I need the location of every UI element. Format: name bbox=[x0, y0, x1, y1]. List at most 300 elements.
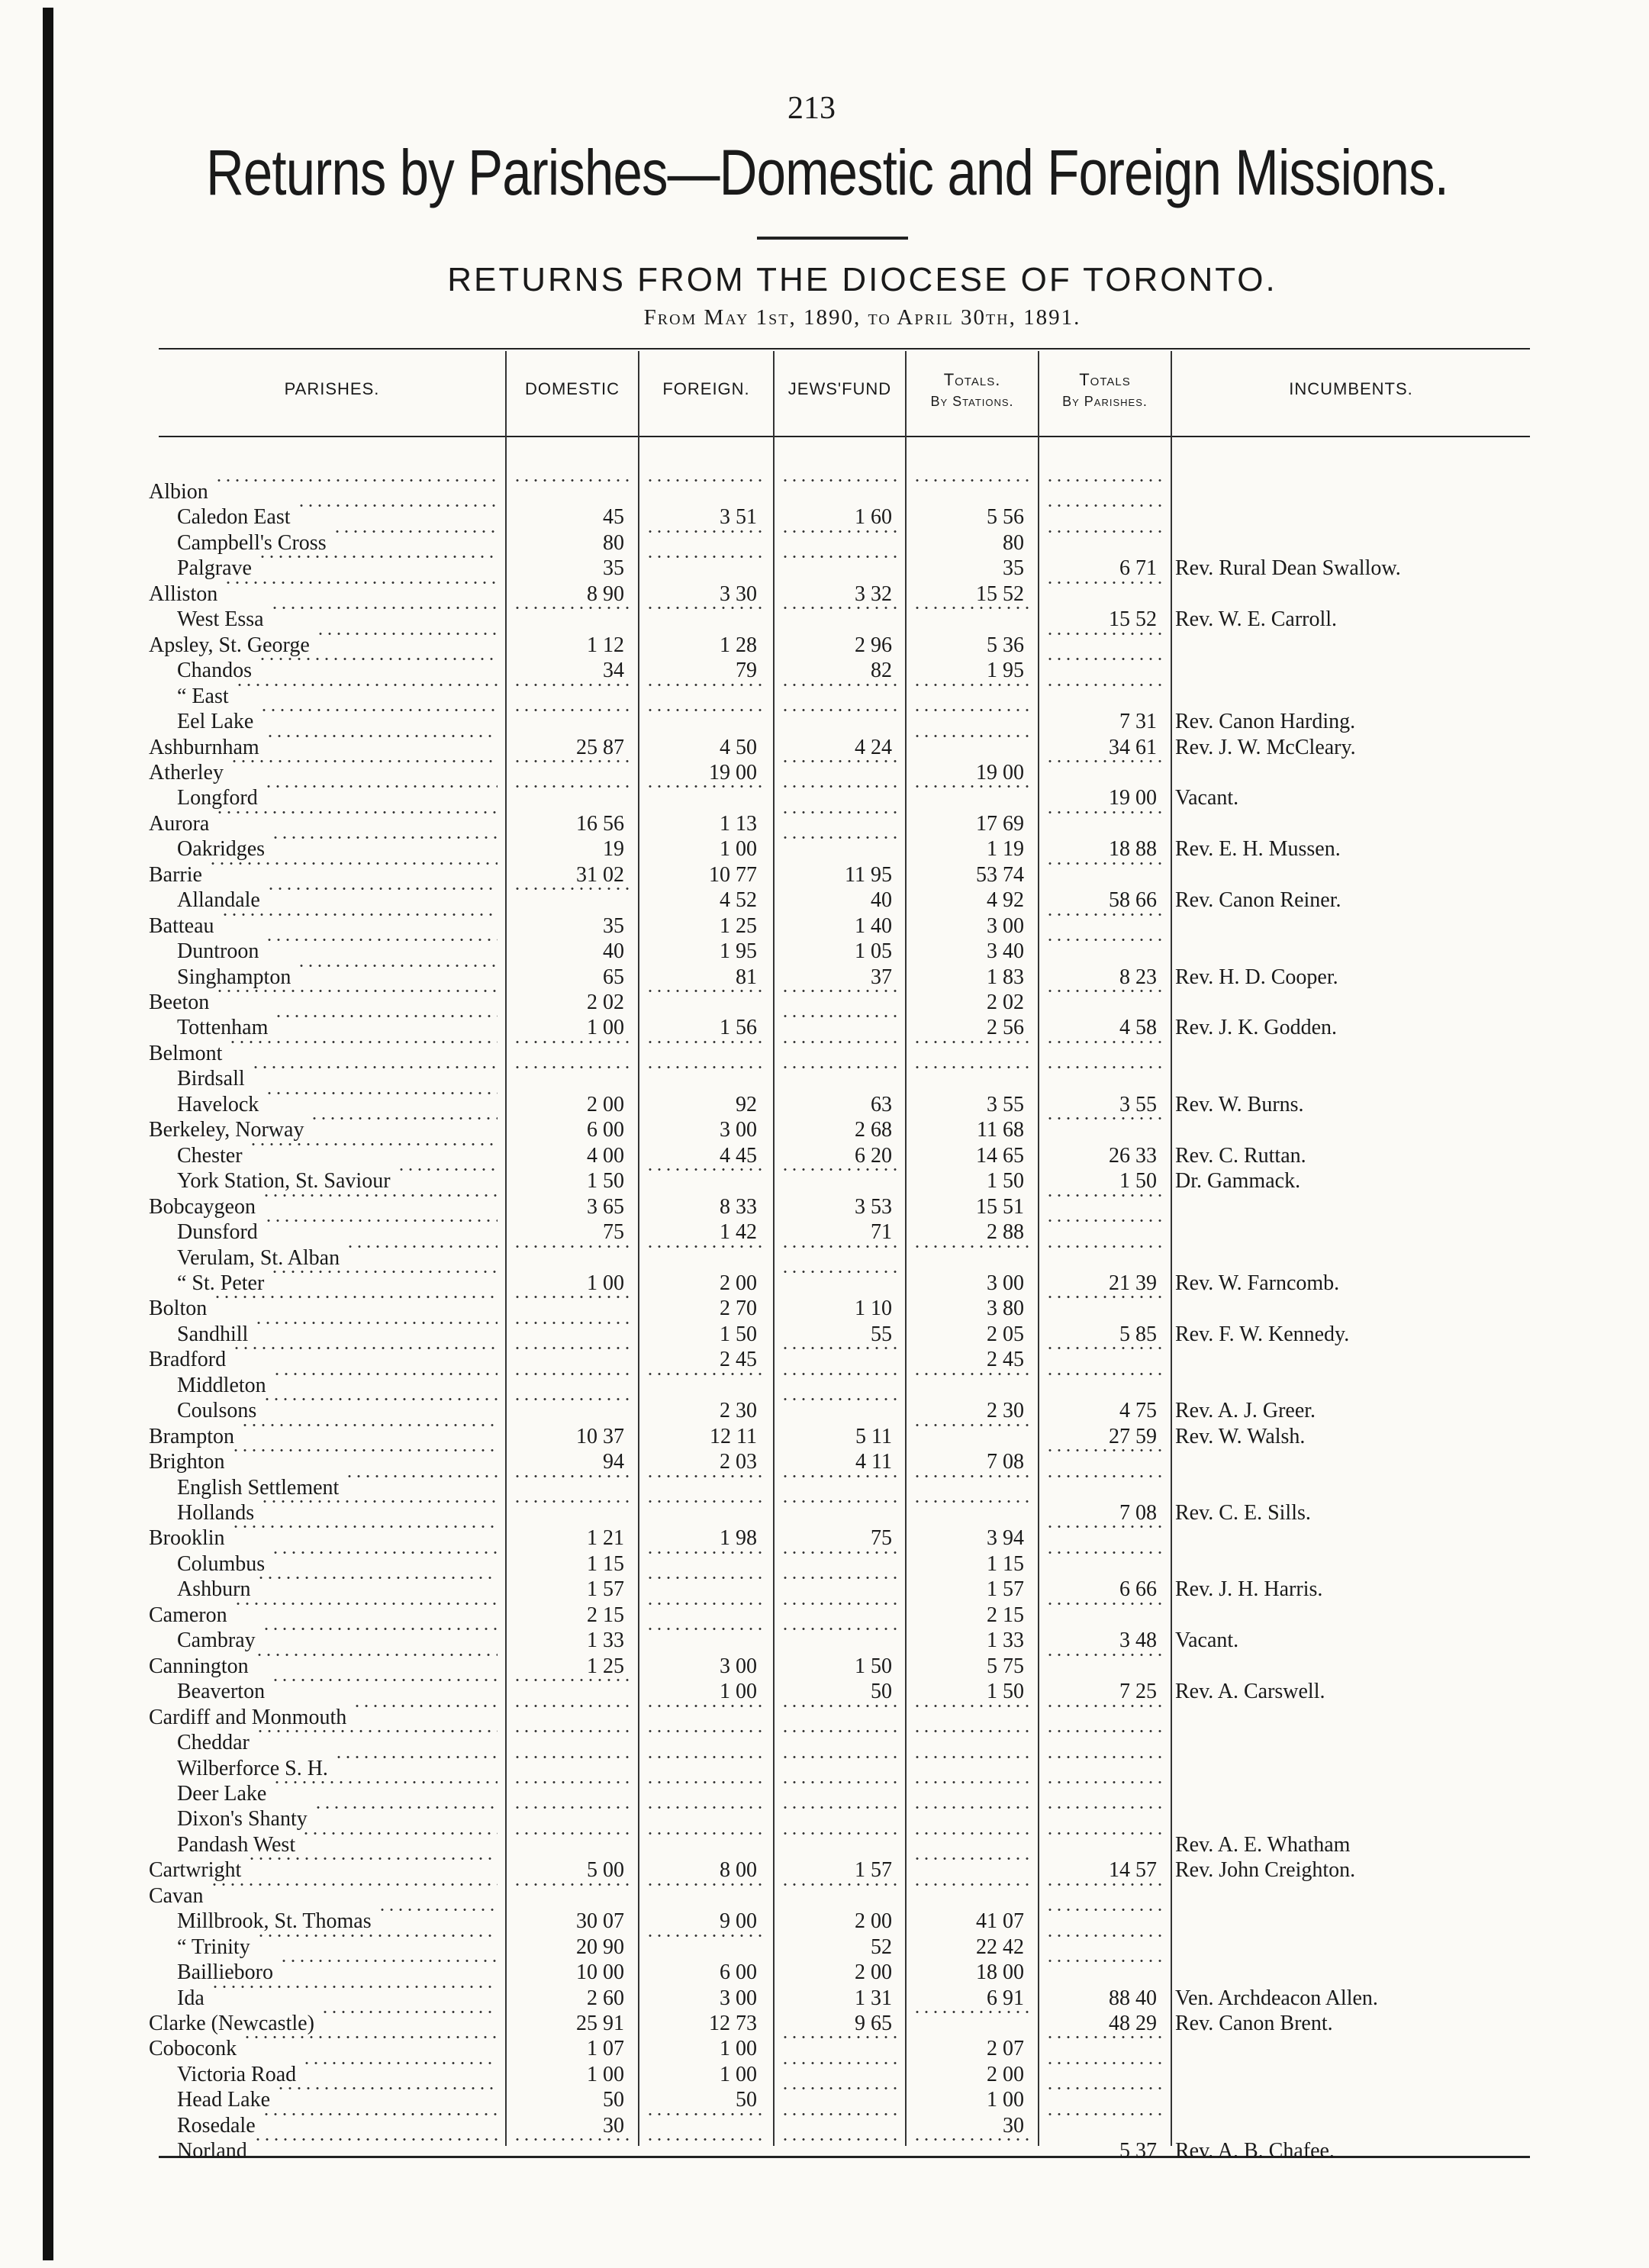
cell-incumbent: Rev. Canon Brent. bbox=[1175, 2012, 1333, 2035]
empty-cell-dots bbox=[1045, 1960, 1168, 1962]
table-row bbox=[0, 1475, 1649, 1500]
cell-foreign: 12 11 bbox=[710, 1424, 757, 1448]
empty-cell-dots bbox=[1045, 811, 1168, 813]
table-row bbox=[0, 1373, 1649, 1398]
cell-totals-stations: 4 92 bbox=[987, 888, 1024, 913]
empty-cell-dots bbox=[646, 1705, 768, 1707]
cell-parish: Aurora bbox=[149, 811, 210, 836]
cell-parish: Wilberforce S. H. bbox=[177, 1756, 328, 1780]
empty-cell-dots bbox=[913, 1857, 1035, 1860]
cell-foreign: 4 52 bbox=[720, 888, 757, 913]
leader-dots bbox=[266, 735, 498, 737]
table-row bbox=[0, 607, 1649, 632]
table-header-rule bbox=[159, 436, 1530, 437]
cell-incumbent: Rev. J. K. Godden. bbox=[1175, 1016, 1338, 1040]
empty-cell-dots bbox=[913, 1424, 1035, 1426]
cell-jews-fund: 2 00 bbox=[855, 1909, 892, 1934]
leader-dots bbox=[270, 607, 498, 609]
header-totals-parishes bbox=[1039, 369, 1171, 412]
cell-totals-stations: 5 75 bbox=[987, 1654, 1024, 1678]
cell-parish: Bolton bbox=[149, 1297, 208, 1321]
leader-dots bbox=[272, 1373, 498, 1375]
cell-jews-fund: 71 bbox=[871, 1220, 892, 1245]
empty-cell-dots bbox=[781, 1041, 903, 1043]
cell-parish: Brooklin bbox=[149, 1526, 225, 1551]
cell-incumbent: Rev. Canon Reiner. bbox=[1175, 888, 1341, 913]
leader-dots bbox=[262, 1628, 498, 1630]
table-row bbox=[0, 581, 1649, 607]
table-row bbox=[0, 1960, 1649, 1985]
empty-cell-dots bbox=[1045, 479, 1168, 482]
empty-cell-dots bbox=[1045, 530, 1168, 533]
cell-totals-parishes: 4 75 bbox=[1119, 1399, 1157, 1423]
cell-totals-parishes: 8 23 bbox=[1119, 965, 1157, 989]
empty-cell-dots bbox=[1045, 862, 1168, 865]
cell-parish: Ida bbox=[177, 1986, 205, 2010]
cell-parish: Baillieboro bbox=[177, 1960, 273, 1985]
empty-cell-dots bbox=[913, 607, 1035, 609]
empty-cell-dots bbox=[1045, 1449, 1168, 1451]
cell-domestic: 5 00 bbox=[587, 1858, 624, 1883]
table-row bbox=[0, 1883, 1649, 1909]
cell-totals-stations: 80 bbox=[1003, 530, 1024, 555]
empty-cell-dots bbox=[513, 1500, 635, 1503]
empty-cell-dots bbox=[513, 1322, 635, 1324]
cell-totals-stations: 1 95 bbox=[987, 659, 1024, 683]
empty-cell-dots bbox=[646, 2113, 768, 2115]
cell-foreign: 1 25 bbox=[720, 913, 757, 938]
cell-domestic: 35 bbox=[603, 913, 624, 938]
cell-totals-parishes: 3 55 bbox=[1119, 1092, 1157, 1116]
cell-totals-stations: 5 36 bbox=[987, 633, 1024, 657]
leader-dots bbox=[265, 1092, 498, 1094]
table-row bbox=[0, 1398, 1649, 1423]
cell-jews-fund: 63 bbox=[871, 1092, 892, 1116]
leader-dots bbox=[262, 1398, 498, 1400]
cell-parish: Oakridges bbox=[177, 837, 266, 862]
empty-cell-dots bbox=[513, 1806, 635, 1809]
cell-parish: Clarke (Newcastle) bbox=[149, 2012, 314, 2035]
table-row bbox=[0, 709, 1649, 734]
table-row bbox=[0, 2113, 1649, 2138]
cell-domestic: 2 00 bbox=[587, 1092, 624, 1116]
table-row bbox=[0, 1015, 1649, 1040]
cell-totals-stations: 7 08 bbox=[987, 1450, 1024, 1474]
table-row bbox=[0, 556, 1649, 581]
cell-parish: Eel Lake bbox=[177, 710, 254, 734]
leader-dots bbox=[256, 1577, 498, 1579]
empty-cell-dots bbox=[1045, 684, 1168, 686]
cell-parish: Albion bbox=[149, 480, 208, 504]
cell-jews-fund: 1 50 bbox=[855, 1654, 892, 1678]
table-row bbox=[0, 1603, 1649, 1628]
leader-dots bbox=[346, 1245, 498, 1248]
empty-cell-dots bbox=[646, 1628, 768, 1630]
table-row bbox=[0, 785, 1649, 810]
cell-foreign: 1 00 bbox=[720, 2037, 757, 2061]
cell-incumbent: Rev. F. W. Kennedy. bbox=[1175, 1322, 1350, 1346]
cell-parish: York Station, St. Saviour bbox=[177, 1169, 391, 1194]
cell-domestic: 1 00 bbox=[587, 1271, 624, 1295]
cell-incumbent: Rev. W. Farncomb. bbox=[1175, 1271, 1340, 1295]
empty-cell-dots bbox=[646, 1500, 768, 1503]
cell-foreign: 1 98 bbox=[720, 1526, 757, 1551]
cell-parish: Campbell's Cross bbox=[177, 530, 327, 555]
table-row bbox=[0, 2062, 1649, 2087]
leader-dots bbox=[254, 1322, 498, 1324]
empty-cell-dots bbox=[781, 1271, 903, 1273]
cell-incumbent: Rev. W. Walsh. bbox=[1175, 1424, 1306, 1448]
header-totals-stations bbox=[907, 369, 1038, 412]
cell-parish: Alliston bbox=[149, 581, 218, 606]
table-row bbox=[0, 2036, 1649, 2061]
cell-parish: Bobcaygeon bbox=[149, 1194, 256, 1219]
empty-cell-dots bbox=[781, 556, 903, 558]
empty-cell-dots bbox=[646, 1245, 768, 1248]
date-range: From May 1st, 1890, to April 30th, 1891. bbox=[643, 305, 1081, 330]
empty-cell-dots bbox=[646, 1756, 768, 1758]
empty-cell-dots bbox=[513, 684, 635, 686]
cell-totals-parishes: 48 29 bbox=[1109, 2012, 1157, 2035]
empty-cell-dots bbox=[513, 1781, 635, 1783]
cell-domestic: 65 bbox=[603, 965, 624, 989]
cell-jews-fund: 11 95 bbox=[845, 862, 892, 887]
leader-dots bbox=[249, 1143, 498, 1145]
empty-cell-dots bbox=[646, 556, 768, 558]
empty-cell-dots bbox=[1045, 1730, 1168, 1732]
table-row bbox=[0, 2138, 1649, 2163]
cell-totals-stations: 1 15 bbox=[987, 1551, 1024, 1576]
empty-cell-dots bbox=[1045, 633, 1168, 635]
leader-dots bbox=[345, 1475, 498, 1477]
empty-cell-dots bbox=[513, 709, 635, 711]
cell-foreign: 8 00 bbox=[720, 1858, 757, 1883]
cell-jews-fund: 3 32 bbox=[855, 581, 892, 606]
empty-cell-dots bbox=[1045, 2062, 1168, 2064]
empty-cell-dots bbox=[781, 1500, 903, 1503]
empty-cell-dots bbox=[646, 1168, 768, 1171]
cell-foreign: 3 00 bbox=[720, 1986, 757, 2010]
cell-jews-fund: 2 00 bbox=[855, 1960, 892, 1985]
table-row bbox=[0, 2087, 1649, 2112]
leader-dots bbox=[255, 1654, 498, 1656]
cell-incumbent: Rev. A. E. Whatham bbox=[1175, 1832, 1351, 1857]
header-totals-stations-label: Totals. bbox=[943, 370, 1001, 389]
empty-cell-dots bbox=[781, 2062, 903, 2064]
table-row bbox=[0, 1347, 1649, 1372]
empty-cell-dots bbox=[646, 1730, 768, 1732]
header-foreign: FOREIGN. bbox=[662, 379, 750, 398]
leader-dots bbox=[260, 1500, 498, 1503]
table-row bbox=[0, 479, 1649, 504]
table-row bbox=[0, 1296, 1649, 1321]
cell-incumbent: Rev. E. H. Mussen. bbox=[1175, 837, 1341, 862]
cell-parish: Coulsons bbox=[177, 1399, 257, 1423]
empty-cell-dots bbox=[1045, 1066, 1168, 1068]
cell-parish: Ashburn bbox=[177, 1577, 251, 1602]
cell-parish: “ St. Peter bbox=[177, 1271, 265, 1295]
empty-cell-dots bbox=[1045, 1654, 1168, 1656]
table-row bbox=[0, 735, 1649, 760]
leader-dots bbox=[316, 633, 498, 635]
cell-domestic: 16 56 bbox=[576, 811, 624, 836]
leader-dots bbox=[215, 990, 498, 992]
table-row bbox=[0, 1424, 1649, 1449]
cell-totals-stations: 3 94 bbox=[987, 1526, 1024, 1551]
empty-cell-dots bbox=[781, 1883, 903, 1886]
table-row bbox=[0, 1986, 1649, 2011]
cell-totals-stations: 2 05 bbox=[987, 1322, 1024, 1346]
empty-cell-dots bbox=[1045, 1194, 1168, 1197]
table-row bbox=[0, 862, 1649, 888]
empty-cell-dots bbox=[1045, 1705, 1168, 1707]
table-top-rule bbox=[159, 348, 1530, 350]
empty-cell-dots bbox=[1045, 1475, 1168, 1477]
table-row bbox=[0, 1092, 1649, 1117]
cell-jews-fund: 1 31 bbox=[855, 1986, 892, 2010]
cell-jews-fund: 50 bbox=[871, 1680, 892, 1704]
header-totals-parishes-sub: By Parishes. bbox=[1062, 394, 1148, 409]
cell-parish: Havelock bbox=[177, 1092, 259, 1116]
header-parishes: PARISHES. bbox=[284, 379, 380, 398]
cell-jews-fund: 2 68 bbox=[855, 1118, 892, 1142]
leader-dots bbox=[215, 811, 498, 813]
cell-totals-stations: 14 65 bbox=[976, 1143, 1024, 1168]
cell-domestic: 1 00 bbox=[587, 2062, 624, 2086]
cell-foreign: 2 03 bbox=[720, 1450, 757, 1474]
cell-totals-parishes: 7 08 bbox=[1119, 1501, 1157, 1525]
empty-cell-dots bbox=[513, 785, 635, 788]
cell-totals-stations: 1 83 bbox=[987, 965, 1024, 989]
cell-incumbent: Rev. John Creighton. bbox=[1175, 1858, 1356, 1883]
leader-dots bbox=[234, 1603, 498, 1605]
cell-totals-stations: 2 30 bbox=[987, 1399, 1024, 1423]
empty-cell-dots bbox=[1045, 1041, 1168, 1043]
empty-cell-dots bbox=[646, 1603, 768, 1605]
cell-parish: Birdsall bbox=[177, 1067, 245, 1091]
cell-foreign: 1 42 bbox=[720, 1220, 757, 1245]
empty-cell-dots bbox=[513, 1679, 635, 1681]
cell-parish: Duntroon bbox=[177, 939, 259, 964]
cell-totals-parishes: 19 00 bbox=[1109, 786, 1157, 810]
cell-totals-stations: 3 00 bbox=[987, 913, 1024, 938]
cell-jews-fund: 1 05 bbox=[855, 939, 892, 964]
empty-cell-dots bbox=[646, 1806, 768, 1809]
empty-cell-dots bbox=[1045, 1373, 1168, 1375]
cell-parish: Columbus bbox=[177, 1551, 266, 1576]
cell-jews-fund: 4 11 bbox=[855, 1450, 892, 1474]
cell-jews-fund: 82 bbox=[871, 659, 892, 683]
leader-dots bbox=[258, 556, 498, 558]
leader-dots bbox=[243, 2036, 498, 2038]
empty-cell-dots bbox=[1045, 2113, 1168, 2115]
cell-foreign: 1 00 bbox=[720, 1680, 757, 1704]
cell-parish: Belmont bbox=[149, 1041, 223, 1065]
cell-incumbent: Rev. A. B. Chafee. bbox=[1175, 2139, 1335, 2163]
empty-cell-dots bbox=[781, 530, 903, 533]
empty-cell-dots bbox=[513, 1705, 635, 1707]
leader-dots bbox=[271, 836, 498, 839]
empty-cell-dots bbox=[913, 1806, 1035, 1809]
cell-parish: “ Trinity bbox=[177, 1935, 250, 1959]
cell-incumbent: Vacant. bbox=[1175, 1629, 1239, 1653]
empty-cell-dots bbox=[781, 1628, 903, 1630]
cell-domestic: 4 00 bbox=[587, 1143, 624, 1168]
cell-domestic: 1 25 bbox=[587, 1654, 624, 1678]
cell-incumbent: Rev. J. H. Harris. bbox=[1175, 1577, 1323, 1602]
cell-domestic: 80 bbox=[603, 530, 624, 555]
cell-totals-parishes: 1 50 bbox=[1119, 1169, 1157, 1194]
cell-domestic: 1 00 bbox=[587, 1016, 624, 1040]
cell-incumbent: Rev. A. J. Greer. bbox=[1175, 1399, 1316, 1423]
empty-cell-dots bbox=[781, 1730, 903, 1732]
leader-dots bbox=[214, 479, 498, 482]
empty-cell-dots bbox=[781, 1781, 903, 1783]
cell-totals-parishes: 27 59 bbox=[1109, 1424, 1157, 1448]
cell-foreign: 3 51 bbox=[720, 505, 757, 530]
cell-parish: Cartwright bbox=[149, 1858, 242, 1883]
leader-dots bbox=[256, 1730, 498, 1732]
cell-parish: Norland bbox=[177, 2139, 247, 2163]
cell-parish: West Essa bbox=[177, 607, 264, 632]
empty-cell-dots bbox=[513, 479, 635, 482]
leader-dots bbox=[378, 1909, 498, 1911]
leader-dots bbox=[228, 1041, 498, 1043]
table-row bbox=[0, 684, 1649, 709]
cell-parish: Deer Lake bbox=[177, 1781, 267, 1806]
cell-foreign: 12 73 bbox=[709, 2012, 757, 2035]
table-row bbox=[0, 811, 1649, 836]
empty-cell-dots bbox=[513, 1883, 635, 1886]
leader-dots bbox=[224, 581, 498, 584]
header-jews-fund: JEWS'FUND bbox=[787, 379, 892, 398]
table-row bbox=[0, 1194, 1649, 1219]
empty-cell-dots bbox=[646, 1935, 768, 1937]
cell-incumbent: Ven. Archdeacon Allen. bbox=[1175, 1986, 1378, 2010]
empty-cell-dots bbox=[646, 1551, 768, 1554]
cell-totals-parishes: 7 31 bbox=[1119, 710, 1157, 734]
cell-incumbent: Rev. Rural Dean Swallow. bbox=[1175, 556, 1401, 581]
cell-parish: Verulam, St. Alban bbox=[177, 1245, 340, 1270]
leader-dots bbox=[266, 888, 498, 890]
leader-dots bbox=[251, 1066, 498, 1068]
cell-domestic: 1 50 bbox=[587, 1169, 624, 1194]
empty-cell-dots bbox=[913, 2011, 1035, 2013]
cell-parish: Millbrook, St. Thomas bbox=[177, 1909, 372, 1934]
cell-totals-stations: 2 02 bbox=[987, 991, 1024, 1014]
header-incumbents: INCUMBENTS. bbox=[1289, 379, 1413, 398]
leader-dots bbox=[310, 1117, 498, 1120]
header-totals-stations-sub: By Stations. bbox=[930, 394, 1014, 409]
leader-dots bbox=[262, 2113, 498, 2115]
leader-dots bbox=[272, 1781, 498, 1783]
empty-cell-dots bbox=[781, 785, 903, 788]
table-row bbox=[0, 1909, 1649, 1934]
header-domestic: DOMESTIC bbox=[524, 379, 620, 398]
empty-cell-dots bbox=[781, 1373, 903, 1375]
page-title: Returns by Parishes—Domestic and Foreign Missions. bbox=[206, 137, 1449, 208]
table-row bbox=[0, 1500, 1649, 1525]
cell-parish: Chester bbox=[177, 1143, 243, 1168]
diocese-heading: RETURNS FROM THE DIOCESE OF TORONTO. bbox=[447, 261, 1277, 298]
leader-dots bbox=[211, 1986, 498, 1988]
empty-cell-dots bbox=[781, 1245, 903, 1248]
cell-foreign: 1 28 bbox=[720, 633, 757, 657]
table-row bbox=[0, 1705, 1649, 1730]
table-row bbox=[0, 1654, 1649, 1679]
empty-cell-dots bbox=[646, 990, 768, 992]
cell-totals-parishes: 4 58 bbox=[1119, 1016, 1157, 1040]
cell-parish: Cambray bbox=[177, 1629, 256, 1653]
cell-totals-stations: 2 07 bbox=[987, 2037, 1024, 2061]
cell-jews-fund: 1 40 bbox=[855, 913, 892, 938]
empty-cell-dots bbox=[781, 760, 903, 762]
empty-cell-dots bbox=[646, 530, 768, 533]
table-row bbox=[0, 1832, 1649, 1857]
empty-cell-dots bbox=[781, 1015, 903, 1017]
cell-totals-parishes: 26 33 bbox=[1109, 1143, 1157, 1168]
cell-domestic: 50 bbox=[603, 2088, 624, 2112]
cell-domestic: 6 00 bbox=[587, 1118, 624, 1142]
table-row bbox=[0, 1806, 1649, 1831]
cell-foreign: 2 45 bbox=[720, 1348, 757, 1372]
empty-cell-dots bbox=[513, 1730, 635, 1732]
cell-parish: Longford bbox=[177, 786, 258, 810]
cell-incumbent: Rev. H. D. Cooper. bbox=[1175, 965, 1338, 989]
cell-domestic: 2 02 bbox=[587, 991, 624, 1014]
cell-incumbent: Rev. C. E. Sills. bbox=[1175, 1501, 1311, 1525]
cell-domestic: 19 bbox=[603, 837, 624, 862]
cell-domestic: 1 15 bbox=[587, 1551, 624, 1576]
cell-incumbent: Rev. C. Ruttan. bbox=[1175, 1143, 1306, 1168]
empty-cell-dots bbox=[781, 1551, 903, 1554]
table-row bbox=[0, 1756, 1649, 1781]
cell-incumbent: Dr. Gammack. bbox=[1175, 1169, 1301, 1194]
cell-totals-stations: 6 91 bbox=[987, 1986, 1024, 2010]
table-row bbox=[0, 913, 1649, 939]
page-number: 213 bbox=[787, 91, 836, 126]
empty-cell-dots bbox=[781, 1705, 903, 1707]
cell-domestic: 2 60 bbox=[587, 1986, 624, 2010]
table-row bbox=[0, 939, 1649, 964]
empty-cell-dots bbox=[781, 1756, 903, 1758]
empty-cell-dots bbox=[781, 1806, 903, 1809]
cell-parish: Coboconk bbox=[149, 2037, 237, 2061]
leader-dots bbox=[314, 1806, 498, 1809]
empty-cell-dots bbox=[513, 1245, 635, 1248]
cell-foreign: 1 56 bbox=[720, 1016, 757, 1040]
cell-totals-stations: 1 33 bbox=[987, 1629, 1024, 1653]
cell-domestic: 75 bbox=[603, 1220, 624, 1245]
cell-totals-stations: 53 74 bbox=[976, 862, 1024, 887]
table-row bbox=[0, 1730, 1649, 1755]
cell-domestic: 40 bbox=[603, 939, 624, 964]
leader-dots bbox=[297, 965, 498, 967]
empty-cell-dots bbox=[913, 1500, 1035, 1503]
cell-totals-stations: 35 bbox=[1003, 556, 1024, 581]
leader-dots bbox=[276, 2087, 498, 2089]
table-row bbox=[0, 633, 1649, 658]
leader-dots bbox=[221, 913, 498, 916]
cell-parish: Rosedale bbox=[177, 2113, 256, 2138]
cell-totals-stations: 2 00 bbox=[987, 2062, 1024, 2086]
table-row bbox=[0, 1168, 1649, 1194]
cell-totals-stations: 19 00 bbox=[976, 760, 1024, 784]
cell-foreign: 1 00 bbox=[720, 837, 757, 862]
cell-parish: “ East bbox=[177, 684, 229, 708]
empty-cell-dots bbox=[646, 709, 768, 711]
cell-totals-parishes: 88 40 bbox=[1109, 1986, 1157, 2010]
